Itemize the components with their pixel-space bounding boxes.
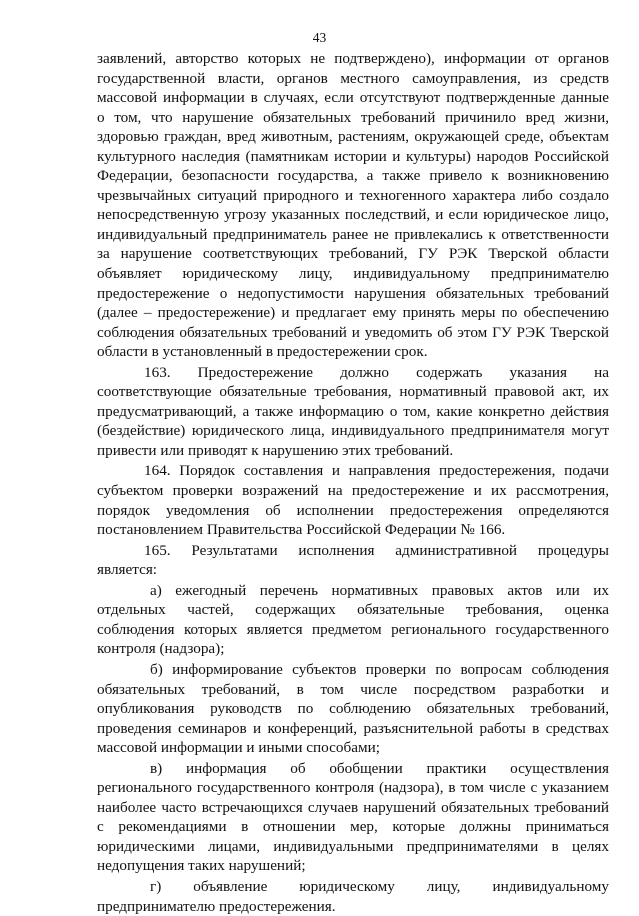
- text-line: чрезвычайных ситуаций природного и техногенного характера либо создало: [97, 186, 609, 204]
- text-line: предусматривающий, а также информацию о том, какие конкретно действия: [97, 402, 609, 420]
- text-line: привести или приводят к нарушению этих требований.: [97, 441, 454, 459]
- text-line: массовой информации в случаях, если отсутствуют подтвержденные данные: [97, 89, 609, 107]
- text-line: непосредственную угрозу указанных последствий, и если юридическое лицо,: [97, 206, 609, 224]
- text-line: Федерации, безопасности государства, а также привело к возникновению: [97, 167, 609, 185]
- text-line: индивидуальный предприниматель ранее не привлекались к ответственности: [97, 225, 609, 243]
- document-body: [97, 49, 609, 916]
- text-line: 163. Предостережение должно содержать указания на: [144, 363, 609, 381]
- text-line: о том, что нарушение обязательных требований причинило вред жизни,: [97, 108, 609, 126]
- text-line: соответствующие обязательные требования, нормативный правовой акт, их: [97, 383, 609, 401]
- text-line: наиболее часто встречающихся случаев нарушений обязательных требований: [97, 798, 609, 816]
- text-line: является:: [97, 561, 158, 579]
- text-line: г) объявление юридическому лицу, индивидуальному: [150, 877, 609, 895]
- text-line: контроля (надзора);: [97, 640, 225, 658]
- text-line: соблюдения обязательных требований и уведомить об этом ГУ РЭК Тверской: [97, 323, 609, 341]
- text-line: (бездействие) юридического лица, индивидуального предпринимателя могут: [97, 422, 609, 440]
- text-line: юридическими лицами, индивидуальными предпринимателями в целях: [97, 837, 609, 855]
- text-line: области в установленный в предостережении срок.: [97, 343, 428, 361]
- text-line: опубликования руководств по соблюдению обязательных требований,: [97, 700, 609, 718]
- text-line: здоровью граждан, вред животным, растениям, окружающей среде, объектам: [97, 128, 609, 146]
- text-line: культурного наследия (памятникам истории и культуры) народов Российской: [97, 147, 609, 165]
- text-line: б) информирование субъектов проверки по вопросам соблюдения: [150, 660, 609, 678]
- text-line: соблюдения которых является предметом регионального государственного: [97, 620, 609, 638]
- text-line: проведения семинаров и конференций, разъяснительной работы в средствах: [97, 719, 609, 737]
- text-line: с рекомендациями в отношении мер, которые должны приниматься: [97, 818, 609, 836]
- text-line: недопущения таких нарушений;: [97, 857, 306, 875]
- text-line: а) ежегодный перечень нормативных правовых актов или их: [150, 581, 609, 599]
- text-line: за нарушение соответствующих требований, ГУ РЭК Тверской области: [97, 245, 609, 263]
- text-line: предпринимателю предостережения.: [97, 897, 336, 915]
- text-line: субъектом проверки возражений на предостережение и их рассмотрения,: [97, 482, 609, 500]
- text-line: 165. Результатами исполнения административной процедуры: [144, 541, 609, 559]
- page-number: 43: [312, 30, 327, 45]
- text-line: порядок уведомления об исполнении предостережения определяются: [97, 501, 609, 519]
- text-line: заявлений, авторство которых не подтверждено), информации от органов: [97, 50, 609, 67]
- text-line: отдельных частей, содержащих обязательные требования, оценка: [97, 601, 609, 619]
- text-line: массовой информации и иными способами;: [97, 739, 380, 757]
- text-line: предостережение о недопустимости нарушения обязательных требований: [97, 284, 609, 302]
- text-line: регионального государственного контроля (надзора), в том числе с указанием: [97, 779, 609, 797]
- text-line: 164. Порядок составления и направления предостережения, подачи: [144, 462, 609, 480]
- text-line: обязательных требований, в том числе посредством разработки и: [97, 680, 609, 698]
- text-line: постановлением Правительства Российской Федерации № 166.: [97, 521, 506, 539]
- text-line: объявляет юридическому лицу, индивидуальному предпринимателю: [97, 265, 609, 283]
- text-line: государственной власти, органов местного самоуправления, из средств: [97, 69, 609, 87]
- text-line: в) информация об обобщении практики осуществления: [150, 759, 609, 777]
- text-line: (далее – предостережение) и предлагает ему принять меры по обеспечению: [97, 304, 609, 322]
